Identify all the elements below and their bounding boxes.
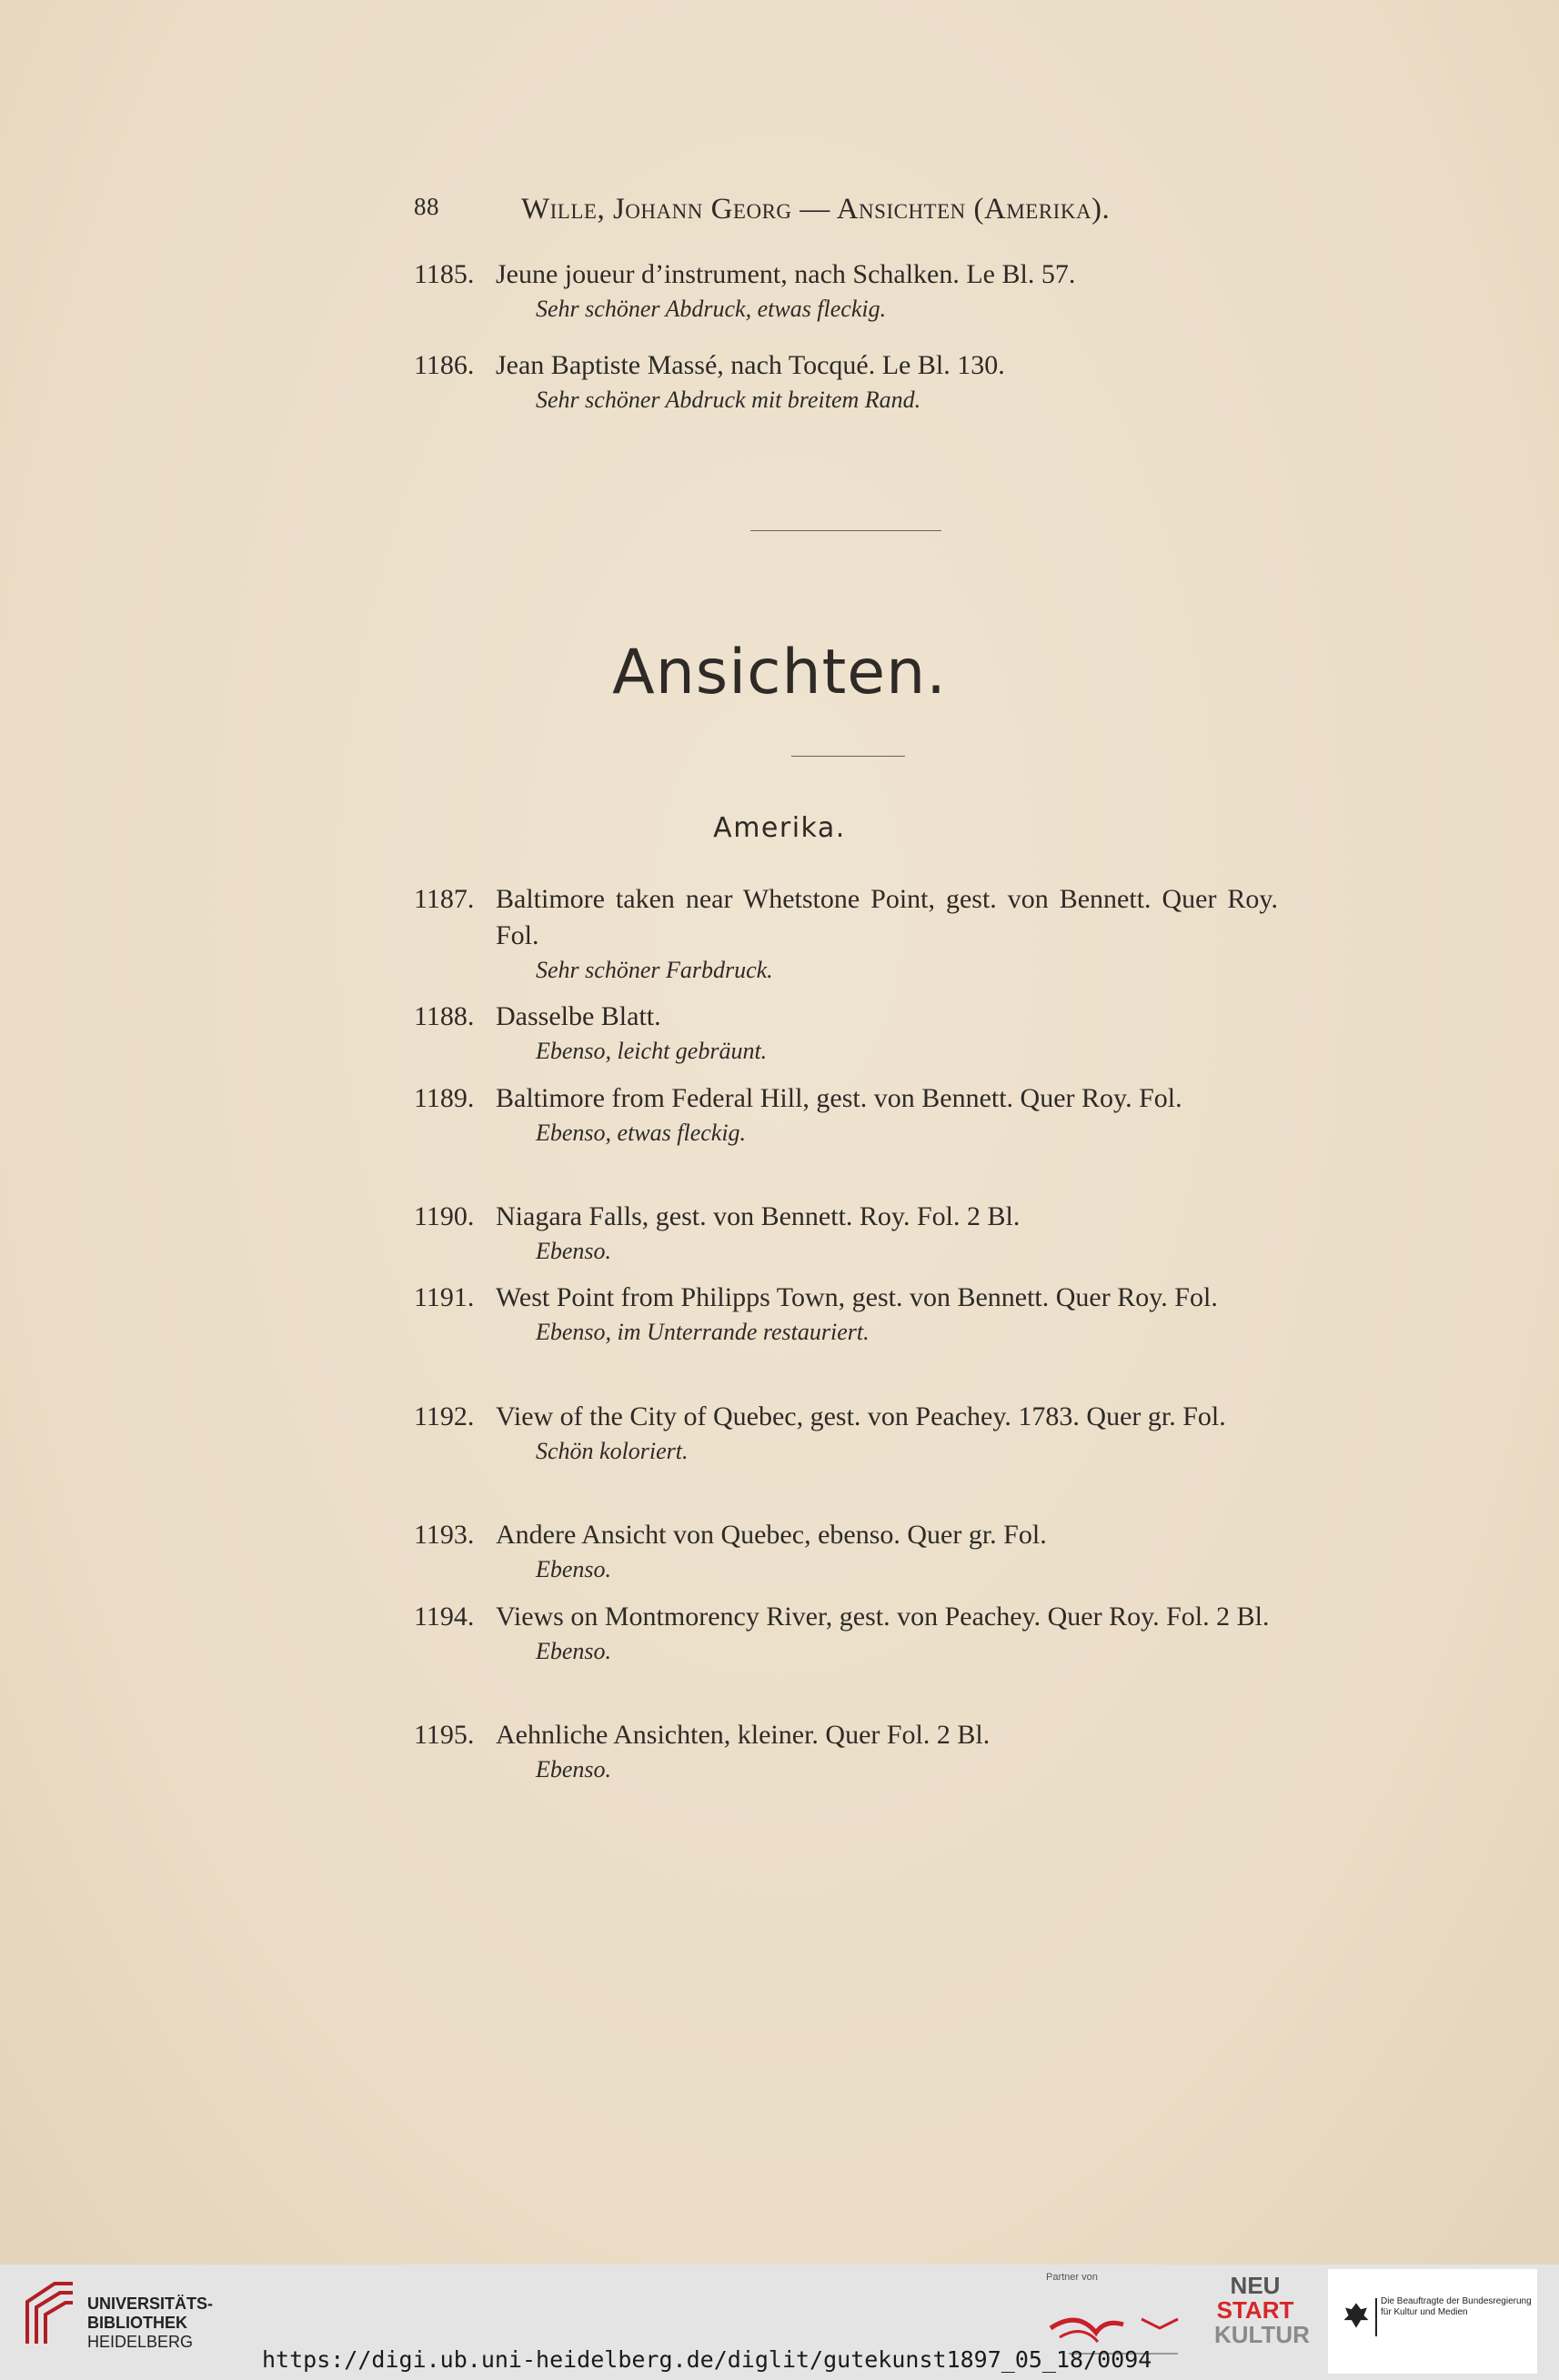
entry-note: Sehr schöner Farbdruck. bbox=[536, 957, 773, 983]
catalog-entry bbox=[414, 1517, 1278, 1586]
entry-number: 1185. bbox=[414, 259, 475, 289]
entry-text: Views on Montmorency River, gest. von Peachey. Quer Roy. Fol. 2 Bl. bbox=[496, 1602, 1270, 1632]
partner-label: Partner von bbox=[1046, 2272, 1098, 2283]
entry-text: Baltimore from Federal Hill, gest. von Bennett. Quer Roy. Fol. bbox=[496, 1083, 1182, 1113]
permalink-url[interactable]: https://digi.ub.uni-heidelberg.de/diglit/gutekunst1897_05_18/0094 bbox=[262, 2346, 1152, 2373]
entry-number: 1189. bbox=[414, 1083, 475, 1113]
running-title: Wille, Johann Georg — Ansichten (Amerika). bbox=[521, 193, 1111, 226]
entry-text: Aehnliche Ansichten, kleiner. Quer Fol. 2 Bl. bbox=[496, 1720, 991, 1750]
entry-note: Sehr schöner Abdruck, etwas fleckig. bbox=[536, 296, 887, 322]
entry-text: Dasselbe Blatt. bbox=[496, 1001, 661, 1031]
neustart-line-1: NEU bbox=[1230, 2272, 1281, 2299]
entry-number: 1190. bbox=[414, 1201, 475, 1231]
catalog-entry bbox=[414, 881, 1278, 987]
entry-note: Ebenso. bbox=[536, 1556, 612, 1582]
entry-note: Ebenso, leicht gebräunt. bbox=[536, 1038, 768, 1064]
section-rule-bottom bbox=[791, 756, 905, 757]
entry-text: View of the City of Quebec, gest. von Peachey. 1783. Quer gr. Fol. bbox=[496, 1401, 1226, 1431]
section-rule-top bbox=[750, 530, 941, 531]
entry-text: Andere Ansicht von Quebec, ebenso. Quer gr. Fol. bbox=[496, 1520, 1047, 1550]
ub-line-1: UNIVERSITÄTS- bbox=[87, 2295, 214, 2313]
federal-eagle-icon bbox=[1341, 2300, 1372, 2331]
neustart-line-3: KULTUR bbox=[1214, 2321, 1310, 2348]
section-title: Ansichten. bbox=[612, 637, 947, 708]
entry-note: Ebenso. bbox=[536, 1756, 612, 1782]
entry-number: 1195. bbox=[414, 1720, 475, 1750]
bkm-line-2: für Kultur und Medien bbox=[1381, 2307, 1468, 2317]
ub-heidelberg-icon bbox=[20, 2278, 78, 2351]
bkm-line-1: Die Beauftragte der Bundesregierung bbox=[1381, 2296, 1532, 2306]
entry-note: Ebenso, im Unterrande restauriert. bbox=[536, 1319, 870, 1345]
page-number: 88 bbox=[414, 193, 439, 220]
catalog-entry bbox=[414, 1080, 1278, 1150]
catalog-entry bbox=[414, 256, 1278, 326]
entry-number: 1192. bbox=[414, 1401, 475, 1431]
entry-text: Jean Baptiste Massé, nach Tocqué. Le Bl. 130. bbox=[496, 350, 1005, 380]
catalog-entry bbox=[414, 1280, 1278, 1349]
entry-number: 1194. bbox=[414, 1602, 475, 1632]
entry-number: 1186. bbox=[414, 350, 475, 380]
entry-number: 1188. bbox=[414, 1001, 475, 1031]
entry-text: Baltimore taken near Whetstone Point, gest. von Bennett. Quer Roy. Fol. bbox=[496, 884, 1278, 950]
entry-note: Ebenso, etwas fleckig. bbox=[536, 1120, 747, 1146]
catalog-entry bbox=[414, 999, 1278, 1068]
catalog-entry bbox=[414, 1717, 1278, 1786]
neustart-line-2: START bbox=[1216, 2296, 1294, 2324]
ub-line-2: BIBLIOTHEK bbox=[87, 2314, 187, 2332]
entry-number: 1187. bbox=[414, 884, 475, 914]
subsection-title: Amerika. bbox=[713, 812, 846, 844]
bkm-logo[interactable] bbox=[1328, 2269, 1537, 2374]
entry-note: Sehr schöner Abdruck mit breitem Rand. bbox=[536, 387, 921, 413]
ub-line-3: HEIDELBERG bbox=[87, 2333, 194, 2351]
catalog-entry bbox=[414, 1399, 1278, 1468]
entry-text: Niagara Falls, gest. von Bennett. Roy. Fol. 2 Bl. bbox=[496, 1201, 1021, 1231]
ub-heidelberg-wordmark bbox=[87, 2295, 213, 2352]
entry-note: Ebenso. bbox=[536, 1238, 612, 1264]
neustart-kultur-logo[interactable] bbox=[1214, 2272, 1310, 2374]
bkm-wordmark bbox=[1381, 2296, 1535, 2318]
university-library-logo[interactable] bbox=[20, 2278, 214, 2369]
entry-text: West Point from Philipps Town, gest. von Bennett. Quer Roy. Fol. bbox=[496, 1282, 1218, 1312]
entry-note: Ebenso. bbox=[536, 1638, 612, 1664]
catalog-entry bbox=[414, 1199, 1278, 1268]
catalog-entry bbox=[414, 347, 1278, 417]
entry-note: Schön koloriert. bbox=[536, 1438, 689, 1464]
entry-number: 1191. bbox=[414, 1282, 475, 1312]
bkm-divider bbox=[1375, 2298, 1377, 2336]
catalog-entry bbox=[414, 1599, 1278, 1668]
entry-text: Jeune joueur d’instrument, nach Schalken. Le Bl. 57. bbox=[496, 259, 1076, 289]
entry-number: 1193. bbox=[414, 1520, 475, 1550]
